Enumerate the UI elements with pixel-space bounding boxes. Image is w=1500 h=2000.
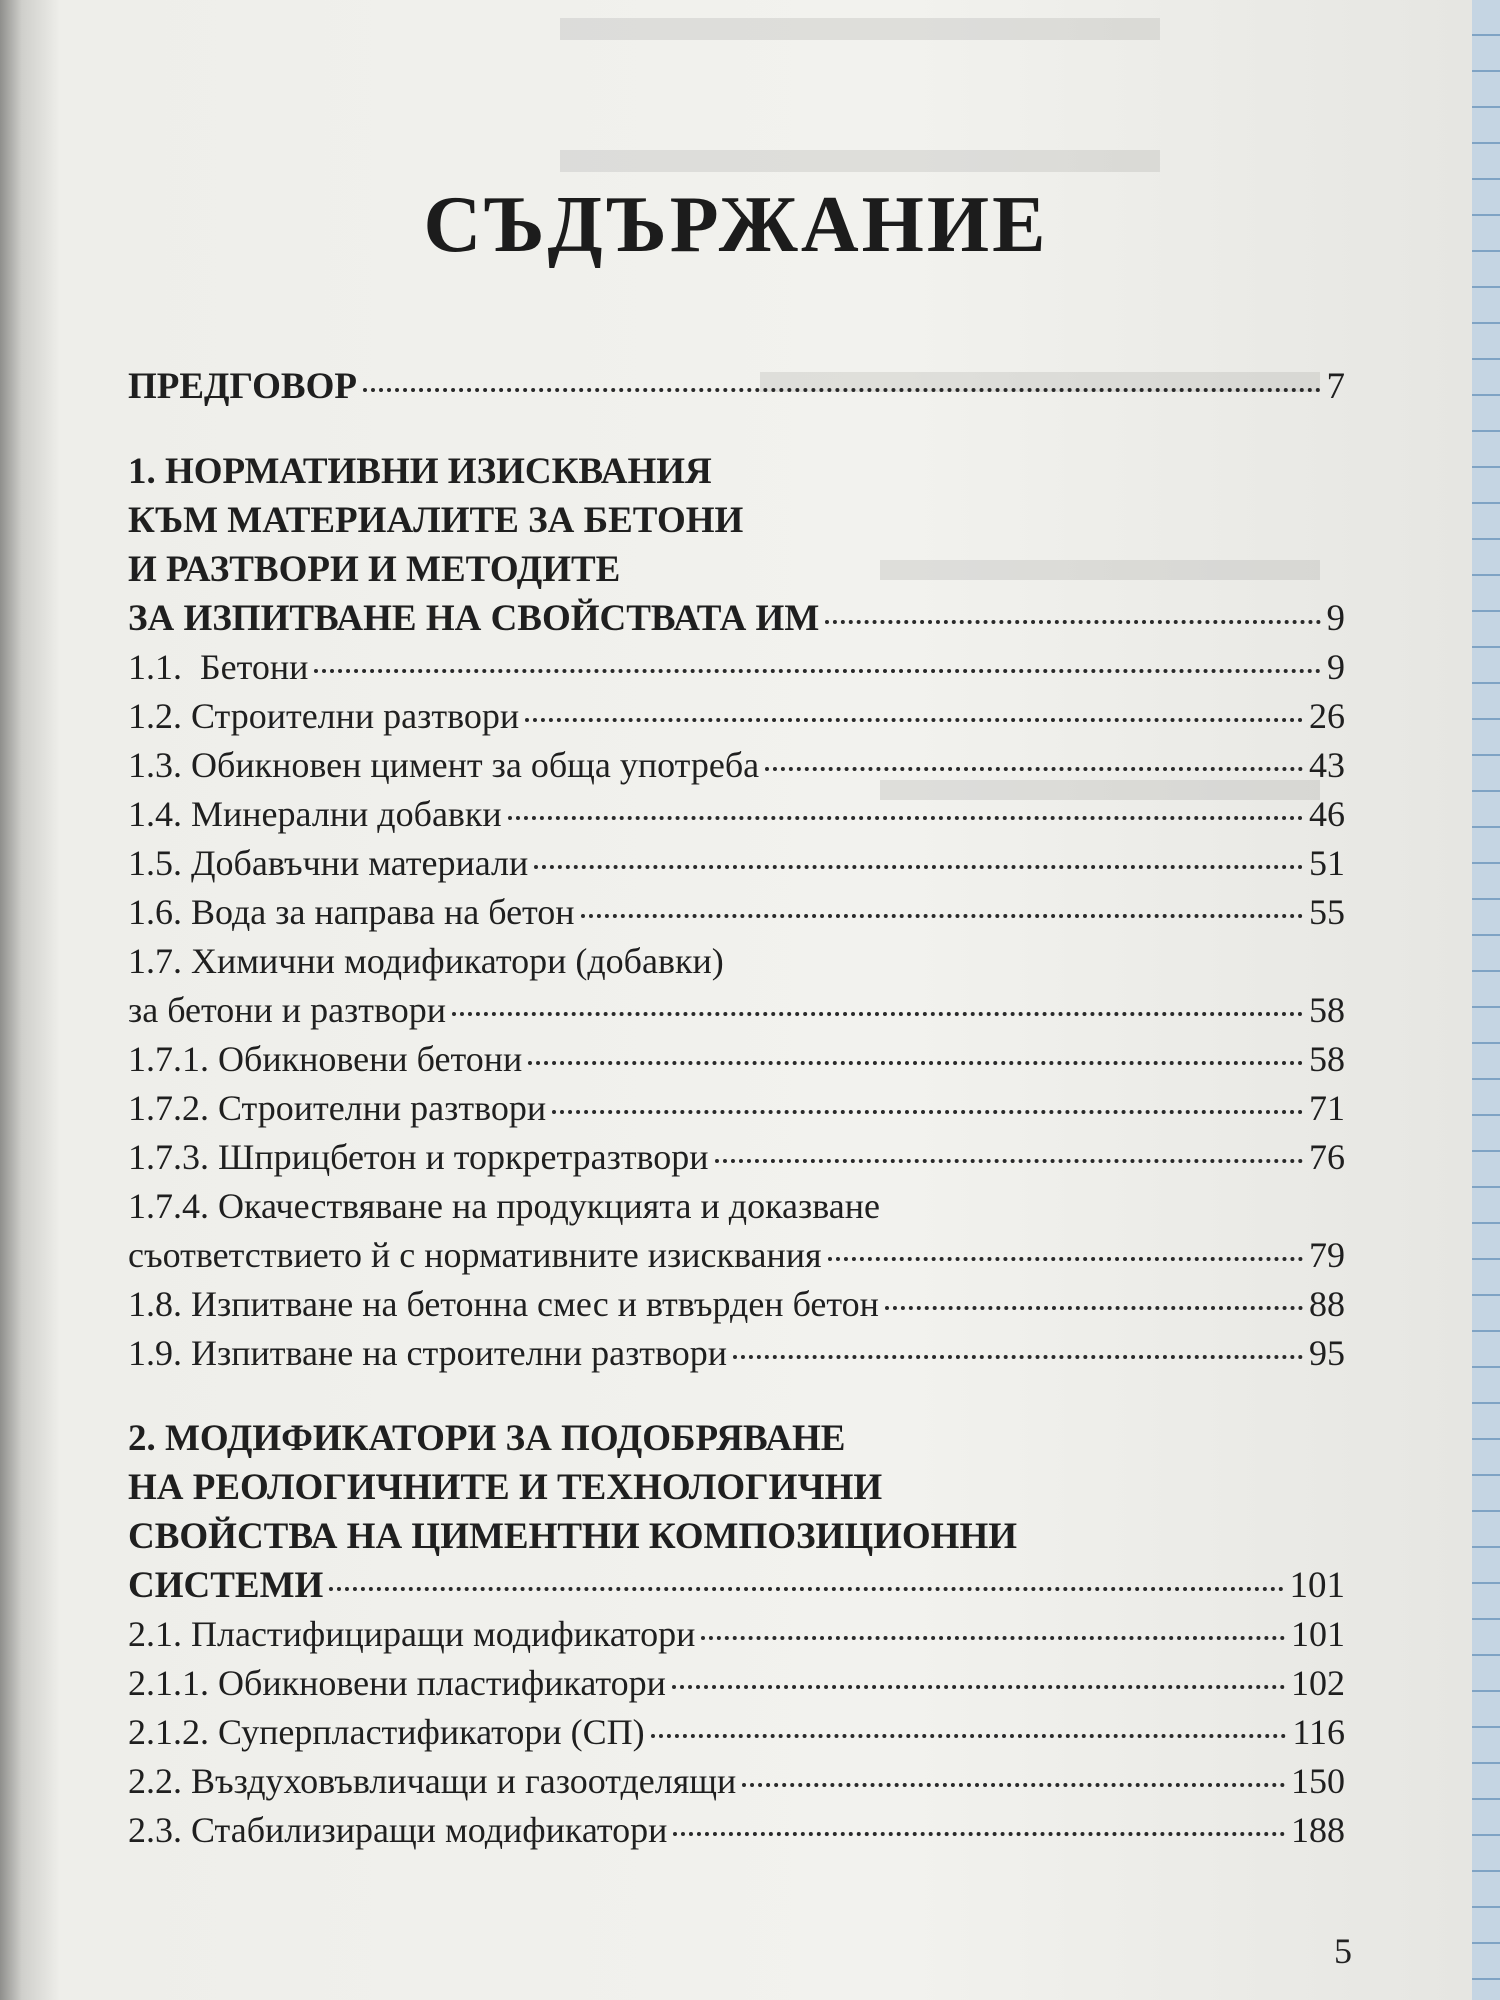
toc-page-number: 188 xyxy=(1291,1810,1345,1850)
toc-page-number: 9 xyxy=(1327,647,1345,687)
toc-entry-2-1-1[interactable]: 2.1.1. Обикновени пластификатори 102 xyxy=(128,1659,1345,1708)
bleed-through-shadow xyxy=(560,18,1160,172)
toc-chapter-2-line-1: 2. МОДИФИКАТОРИ ЗА ПОДОБРЯВАНЕ xyxy=(128,1418,846,1459)
toc-entry-preface[interactable]: ПРЕДГОВОР 7 xyxy=(128,362,1345,411)
dot-leader xyxy=(314,669,1321,673)
toc-page-number: 76 xyxy=(1309,1137,1345,1177)
dot-leader xyxy=(329,1587,1283,1591)
toc-chapter-1-line-1: 1. НОРМАТИВНИ ИЗИСКВАНИЯ xyxy=(128,451,712,492)
dot-leader xyxy=(525,718,1303,722)
toc-chapter-2-line-2: НА РЕОЛОГИЧНИТЕ И ТЕХНОЛОГИЧНИ xyxy=(128,1467,883,1508)
toc-page-number: 95 xyxy=(1309,1333,1345,1373)
toc-entry-1-9[interactable]: 1.9. Изпитване на строителни разтвори 95 xyxy=(128,1329,1345,1378)
toc-page-number: 7 xyxy=(1326,366,1345,407)
dot-leader xyxy=(528,1061,1303,1065)
dot-leader xyxy=(452,1012,1303,1016)
dot-leader xyxy=(742,1783,1285,1787)
toc-entry-chapter-1[interactable]: ЗА ИЗПИТВАНЕ НА СВОЙСТВАТА ИМ 9 xyxy=(128,594,1345,643)
toc-entry-1-4[interactable]: 1.4. Минерални добавки 46 xyxy=(128,790,1345,839)
toc-page-number: 101 xyxy=(1291,1614,1345,1654)
toc-entry-1-7-4-line-1: 1.7.4. Окачествяване на продукцията и доказване xyxy=(128,1186,880,1226)
notebook-paper-edge xyxy=(1472,0,1500,2000)
dot-leader xyxy=(825,620,1320,624)
toc-entry-2-3[interactable]: 2.3. Стабилизиращи модификатори 188 xyxy=(128,1806,1345,1855)
toc-entry-1-7-line-1: 1.7. Химични модификатори (добавки) xyxy=(128,941,724,981)
toc-entry-1-7-3[interactable]: 1.7.3. Шприцбетон и торкретразтвори 76 xyxy=(128,1133,1345,1182)
toc-entry-2-2[interactable]: 2.2. Въздуховъвличащи и газоотделящи 150 xyxy=(128,1757,1345,1806)
dot-leader xyxy=(363,388,1321,392)
toc-page-number: 43 xyxy=(1309,745,1345,785)
table-of-contents xyxy=(128,362,1345,1855)
toc-page-number: 116 xyxy=(1292,1712,1345,1752)
toc-page-number: 71 xyxy=(1309,1088,1345,1128)
page-title: СЪДЪРЖАНИЕ xyxy=(423,181,1049,269)
toc-entry-1-5[interactable]: 1.5. Добавъчни материали 51 xyxy=(128,839,1345,888)
toc-page-number: 26 xyxy=(1309,696,1345,736)
toc-entry-1-7[interactable]: за бетони и разтвори 58 xyxy=(128,986,1345,1035)
toc-page-number: 55 xyxy=(1309,892,1345,932)
toc-entry-2-1-2[interactable]: 2.1.2. Суперпластификатори (СП) 116 xyxy=(128,1708,1345,1757)
toc-chapter-1-line-3: И РАЗТВОРИ И МЕТОДИТЕ xyxy=(128,549,621,590)
toc-entry-1-3[interactable]: 1.3. Обикновен цимент за обща употреба 43 xyxy=(128,741,1345,790)
dot-leader xyxy=(765,767,1303,771)
toc-chapter-1-line-2: КЪМ МАТЕРИАЛИТЕ ЗА БЕТОНИ xyxy=(128,500,744,541)
toc-page-number: 46 xyxy=(1309,794,1345,834)
dot-leader xyxy=(581,914,1303,918)
toc-page-number: 51 xyxy=(1309,843,1345,883)
dot-leader xyxy=(701,1636,1285,1640)
toc-entry-1-2[interactable]: 1.2. Строителни разтвори 26 xyxy=(128,692,1345,741)
toc-entry-1-1[interactable]: 1.1. Бетони 9 xyxy=(128,643,1345,692)
dot-leader xyxy=(534,865,1303,869)
toc-page-number: 58 xyxy=(1309,1039,1345,1079)
dot-leader xyxy=(828,1257,1303,1261)
dot-leader xyxy=(651,1734,1287,1738)
toc-entry-1-8[interactable]: 1.8. Изпитване на бетонна смес и втвърден бетон 88 xyxy=(128,1280,1345,1329)
toc-entry-1-6[interactable]: 1.6. Вода за направа на бетон 55 xyxy=(128,888,1345,937)
toc-page-number: 150 xyxy=(1291,1761,1345,1801)
toc-chapter-2-line-3: СВОЙСТВА НА ЦИМЕНТНИ КОМПОЗИЦИОННИ xyxy=(128,1516,1018,1557)
dot-leader xyxy=(508,816,1303,820)
dot-leader xyxy=(733,1355,1303,1359)
toc-entry-2-1[interactable]: 2.1. Пластифициращи модификатори 101 xyxy=(128,1610,1345,1659)
toc-page-number: 58 xyxy=(1309,990,1345,1030)
dot-leader xyxy=(673,1832,1285,1836)
toc-entry-chapter-2[interactable]: СИСТЕМИ 101 xyxy=(128,1561,1345,1610)
toc-page-number: 88 xyxy=(1309,1284,1345,1324)
toc-entry-1-7-2[interactable]: 1.7.2. Строителни разтвори 71 xyxy=(128,1084,1345,1133)
toc-entry-1-7-1[interactable]: 1.7.1. Обикновени бетони 58 xyxy=(128,1035,1345,1084)
page-number: 5 xyxy=(1334,1931,1352,1971)
toc-page-number: 79 xyxy=(1309,1235,1345,1275)
dot-leader xyxy=(885,1306,1303,1310)
dot-leader xyxy=(552,1110,1303,1114)
toc-page-number: 9 xyxy=(1326,598,1345,639)
toc-page-number: 102 xyxy=(1291,1663,1345,1703)
toc-page-number: 101 xyxy=(1289,1565,1345,1606)
toc-entry-1-7-4[interactable]: съответствието й с нормативните изисквания 79 xyxy=(128,1231,1345,1280)
dot-leader xyxy=(715,1159,1303,1163)
dot-leader xyxy=(672,1685,1285,1689)
